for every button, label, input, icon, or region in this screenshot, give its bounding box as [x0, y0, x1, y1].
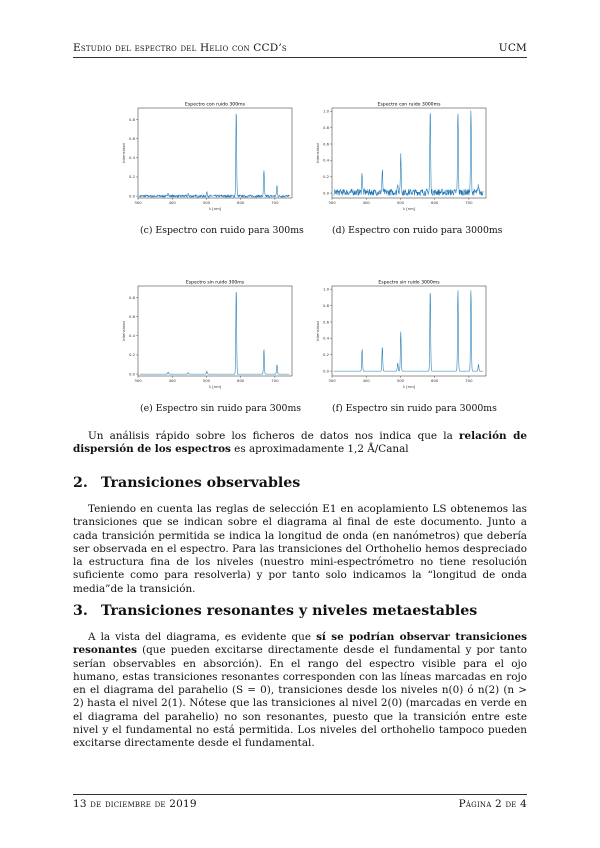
x-tick-label: 700: [465, 200, 473, 205]
x-tick-label: 500: [396, 378, 405, 383]
y-tick-label: 0.0: [128, 193, 135, 199]
figure-f: [314, 276, 494, 401]
y-tick-label: 0.8: [322, 302, 329, 308]
section-2-number: 2.: [73, 475, 88, 491]
y-tick-label: 0.8: [128, 116, 135, 122]
plot-d: [314, 98, 494, 223]
x-tick-label: 400: [168, 200, 176, 205]
x-tick-label: 300: [328, 378, 336, 383]
x-tick-label: 700: [465, 378, 473, 383]
section-2-paragraph: [73, 503, 527, 596]
y-tick-label: 0.4: [322, 157, 329, 163]
intro-paragraph: [73, 430, 527, 457]
x-tick-label: 500: [202, 378, 211, 383]
header-rule: [73, 57, 527, 58]
y-axis-label: Intensidad: [315, 321, 320, 341]
y-tick-label: 0.2: [128, 174, 135, 180]
caption-e: (e) Espectro sin ruido para 300ms: [140, 403, 302, 414]
caption-f: (f) Espectro sin ruido para 3000ms: [332, 403, 497, 414]
x-tick-label: 500: [396, 200, 405, 205]
x-axis-label: λ [nm]: [208, 384, 222, 389]
section-3-number: 3.: [73, 603, 88, 619]
spectrum-line: [140, 293, 289, 375]
section-3-heading: [73, 603, 477, 619]
footer-date: 13 de diciembre de 2019: [73, 798, 197, 810]
x-tick-label: 400: [362, 378, 370, 383]
y-axis-label: Intensidad: [121, 321, 126, 341]
intro-text-before: Un análisis rápido sobre los ficheros de datos nos indica que la: [88, 430, 460, 442]
x-axis-label: λ [nm]: [402, 384, 416, 389]
y-tick-label: 0.2: [322, 352, 329, 358]
plot-title: Espectro con ruido 3000ms: [377, 102, 441, 108]
x-tick-label: 600: [237, 200, 245, 205]
x-tick-label: 400: [362, 200, 370, 205]
figure-c: [120, 98, 300, 223]
y-tick-label: 0.6: [128, 313, 135, 319]
y-tick-label: 0.0: [128, 371, 135, 377]
caption-d: (d) Espectro con ruido para 3000ms: [332, 225, 503, 236]
y-tick-label: 0.4: [128, 155, 135, 161]
y-tick-label: 0.2: [322, 174, 329, 180]
plot-frame: [332, 108, 486, 198]
y-tick-label: 0.4: [322, 335, 329, 341]
header-institution: UCM: [498, 42, 527, 54]
x-axis-label: λ [nm]: [208, 206, 222, 211]
y-tick-label: 0.6: [322, 319, 329, 325]
section-3-paragraph: [73, 631, 527, 751]
running-header: [73, 42, 527, 56]
header-title: Estudio del espectro del Helio con CCD’s: [73, 42, 287, 54]
y-axis-label: Intensidad: [121, 143, 126, 163]
x-tick-label: 400: [168, 378, 176, 383]
y-tick-label: 0.8: [322, 124, 329, 130]
plot-frame: [138, 108, 292, 198]
y-tick-label: 0.6: [128, 135, 135, 141]
figure-e: [120, 276, 300, 401]
y-axis-label: Intensidad: [315, 143, 320, 163]
section-3-text-after: (que pueden excitarse directamente desde el fundamental y por tanto serían observables en absorción). En el rango del espectro visible para el ojo humano, estas transiciones resonantes corresponden con las líneas marcadas en rojo en el diagrama del parahelio (S = 0), transiciones desde los niveles n(0) ó n(2) (n > 2) hasta el nivel 2(1). Nótese que las transiciones al nivel 2(0) (marcadas en verde en el diagrama del parahelio) no son resonantes, puesto que la transición entre este nivel y el fundamental no está permitida. Los niveles del orthohelio tampoco pueden excitarse directamente desde el fundamental.: [73, 644, 527, 750]
section-3-title: Transiciones resonantes y niveles metaestables: [101, 603, 478, 619]
x-tick-label: 600: [431, 200, 439, 205]
spectrum-line: [140, 114, 289, 197]
y-tick-label: 0.8: [128, 294, 135, 300]
x-tick-label: 600: [431, 378, 439, 383]
section-2-title: Transiciones observables: [101, 475, 301, 491]
y-tick-label: 0.2: [128, 352, 135, 358]
x-tick-label: 300: [134, 200, 142, 205]
plot-frame: [332, 286, 486, 376]
spectrum-line: [334, 290, 483, 371]
plot-c: [120, 98, 300, 223]
figure-d: [314, 98, 494, 223]
x-axis-label: λ [nm]: [402, 206, 416, 211]
caption-c: (c) Espectro con ruido para 300ms: [140, 225, 304, 236]
x-tick-label: 700: [271, 378, 279, 383]
plot-title: Espectro sin ruido 300ms: [185, 280, 245, 286]
plot-title: Espectro con ruido 300ms: [184, 102, 246, 108]
section-3-text-before: A la vista del diagrama, es evidente que: [88, 631, 317, 643]
plot-frame: [138, 286, 292, 376]
y-tick-label: 1.0: [322, 286, 329, 292]
footer-rule: [73, 794, 527, 795]
x-tick-label: 700: [271, 200, 279, 205]
plot-e: [120, 276, 300, 401]
plot-f: [314, 276, 494, 401]
section-3-bold: sí se podrían observar transiciones resonantes: [73, 631, 527, 657]
page-footer: [73, 798, 527, 810]
intro-text-after: es aproximadamente 1,2 Å/Canal: [230, 443, 409, 456]
x-tick-label: 500: [202, 200, 211, 205]
intro-bold: relación de dispersión de los espectros: [73, 430, 527, 456]
y-tick-label: 0.0: [322, 190, 329, 196]
x-tick-label: 300: [134, 378, 142, 383]
section-2-heading: [73, 475, 300, 491]
footer-page-label: Página 2 de 4: [458, 798, 527, 810]
plot-title: Espectro sin ruido 3000ms: [378, 280, 440, 286]
section-2-text: Teniendo en cuenta las reglas de selección E1 en acoplamiento LS obtenemos las transiciones que se indican sobre el diagrama al final de este documento. Junto a cada transición permitida se indica la longitud de onda (en nanómetros) que debería ser observada en el espectro. Para las transiciones del Orthohelio hemos despreciado la estructura fina de los niveles (nuestro mini-espectrómetro no tiene resolución suficiente como para resolverla) y por tanto solo indicamos la “longitud de onda media”de la transición.: [73, 503, 527, 595]
x-tick-label: 600: [237, 378, 245, 383]
x-tick-label: 300: [328, 200, 336, 205]
y-tick-label: 1.0: [322, 108, 329, 114]
spectrum-line: [334, 110, 483, 195]
y-tick-label: 0.0: [322, 368, 329, 374]
y-tick-label: 0.6: [322, 141, 329, 147]
y-tick-label: 0.4: [128, 333, 135, 339]
